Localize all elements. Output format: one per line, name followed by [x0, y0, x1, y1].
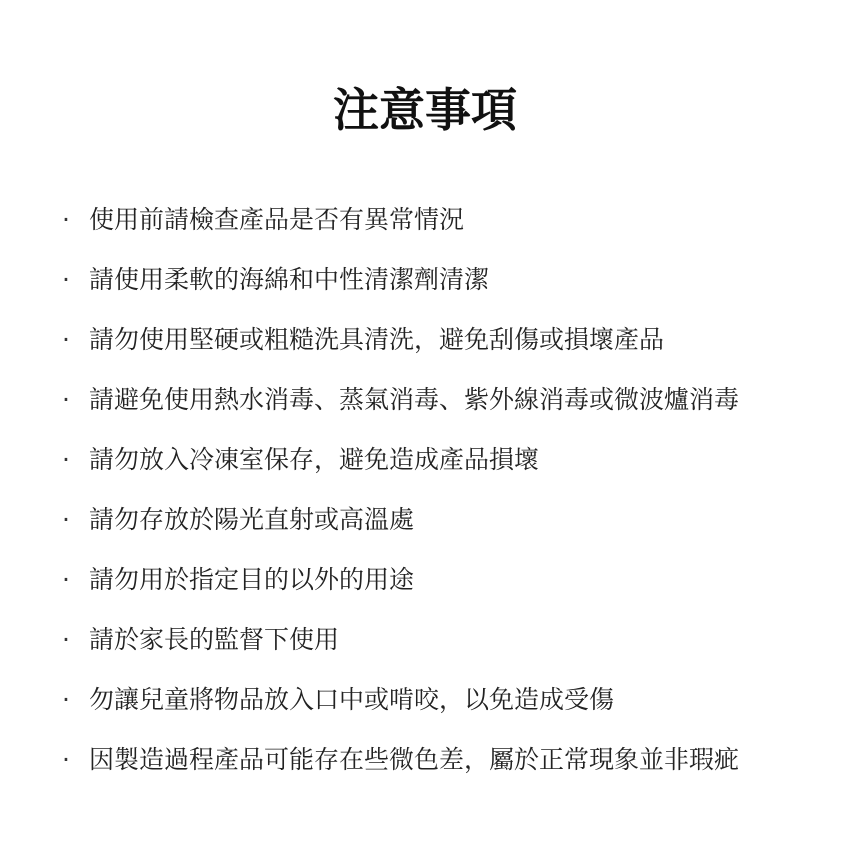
notice-text: 因製造過程產品可能存在些微色差，屬於正常現象並非瑕疵 [89, 745, 740, 774]
bullet-icon: · [62, 565, 70, 594]
notice-text: 請勿使用堅硬或粗糙洗具清洗，避免刮傷或損壞產品 [89, 325, 665, 354]
bullet-icon: · [62, 205, 70, 234]
list-item [62, 550, 832, 610]
list-item [62, 610, 832, 670]
bullet-icon: · [62, 385, 70, 414]
notice-list [62, 190, 832, 790]
bullet-icon: · [62, 505, 70, 534]
list-item [62, 190, 832, 250]
notice-text: 請勿放入冷凍室保存，避免造成產品損壞 [89, 445, 540, 474]
notice-text: 請勿用於指定目的以外的用途 [89, 565, 415, 594]
notice-text: 請於家長的監督下使用 [89, 625, 340, 654]
list-item [62, 250, 832, 310]
list-item [62, 670, 832, 730]
bullet-icon: · [62, 685, 70, 714]
page-title: 注意事項 [333, 83, 517, 137]
bullet-icon: · [62, 745, 70, 774]
notice-text: 勿讓兒童將物品放入口中或啃咬，以免造成受傷 [89, 685, 615, 714]
notice-text: 請使用柔軟的海綿和中性清潔劑清潔 [89, 265, 490, 294]
bullet-icon: · [62, 445, 70, 474]
list-item [62, 310, 832, 370]
notice-text: 請避免使用熱水消毒、蒸氣消毒、紫外線消毒或微波爐消毒 [89, 385, 740, 414]
bullet-icon: · [62, 325, 70, 354]
list-item [62, 730, 832, 790]
bullet-icon: · [62, 625, 70, 654]
list-item [62, 430, 832, 490]
notice-text: 使用前請檢查產品是否有異常情況 [89, 205, 465, 234]
list-item [62, 490, 832, 550]
list-item [62, 370, 832, 430]
notice-text: 請勿存放於陽光直射或高溫處 [89, 505, 415, 534]
bullet-icon: · [62, 265, 70, 294]
